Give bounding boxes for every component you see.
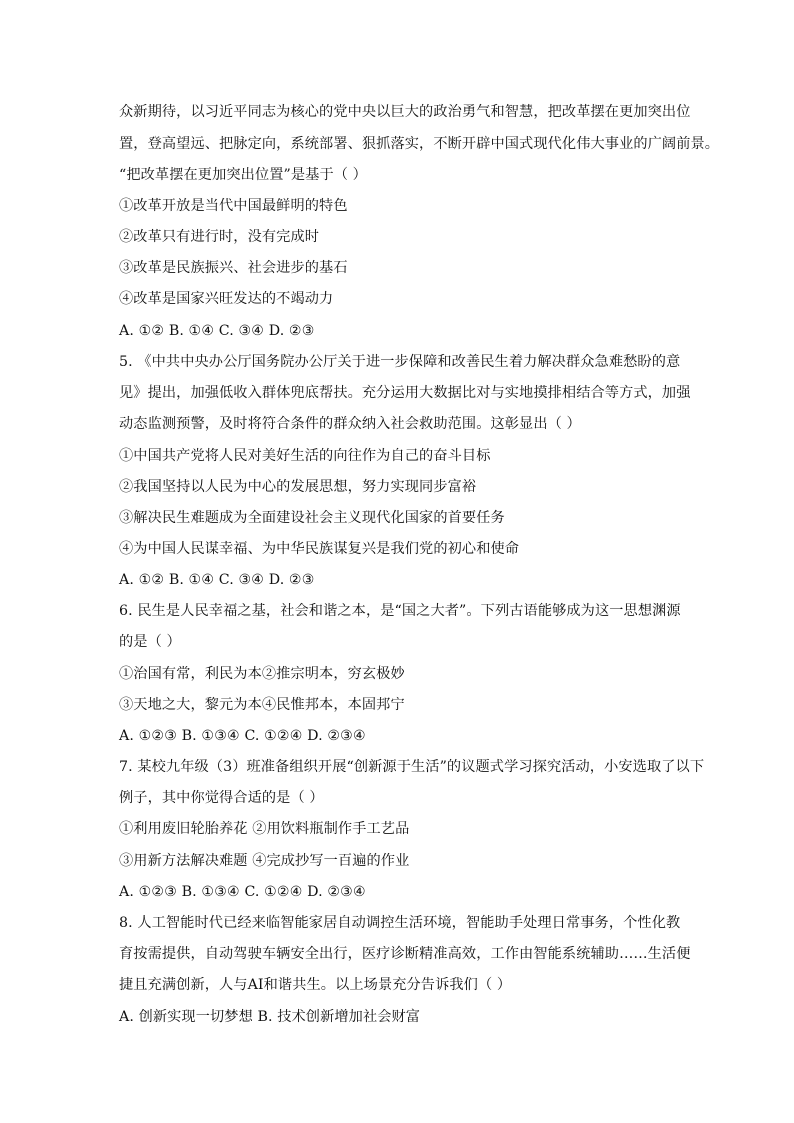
question-5-option-1: ①中国共产党将人民对美好生活的向往作为自己的奋斗目标 — [119, 448, 491, 464]
question-6-option-line-1: ①治国有常，利民为本②推宗明本，穷玄极妙 — [119, 666, 405, 682]
question-5-line-3: 动态监测预警，及时将符合条件的群众纳入社会救助范围。这彰显出（ ） — [119, 416, 581, 432]
intro-line-2: 置，登高望远、把脉定向，系统部署、狠抓落实，不断开辟中国式现代化伟大事业的广阔前景。 — [119, 136, 720, 152]
question-5-option-3: ③解决民生难题成为全面建设社会主义现代化国家的首要任务 — [119, 510, 505, 526]
question-6-answer-choices: A. ①②③ B. ①③④ C. ①②④ D. ②③④ — [119, 728, 366, 744]
question-5-line-2: 见》提出，加强低收入群体兜底帮扶。充分运用大数据比对与实地摸排相结合等方式，加强 — [119, 385, 691, 401]
intro-line-1: 众新期待，以习近平同志为核心的党中央以巨大的政治勇气和智慧，把改革摆在更加突出位 — [119, 104, 691, 120]
answer-choices: A. ①② B. ①④ C. ③④ D. ②③ — [119, 323, 315, 339]
question-6-option-line-2: ③天地之大，黎元为本④民惟邦本，本固邦宁 — [119, 697, 405, 713]
question-7-option-line-1: ①利用废旧轮胎养花 ②用饮料瓶制作手工艺品 — [119, 821, 410, 837]
question-stem: “把改革摆在更加突出位置”是基于（ ） — [119, 167, 367, 183]
question-8-line-3: 捷且充满创新，人与AI和谐共生。以上场景充分告诉我们（ ） — [119, 977, 512, 993]
question-5-option-2: ②我国坚持以人民为中心的发展思想，努力实现同步富裕 — [119, 479, 477, 495]
question-7-answer-choices: A. ①②③ B. ①③④ C. ①②④ D. ②③④ — [119, 884, 366, 900]
question-5-option-4: ④为中国人民谋幸福、为中华民族谋复兴是我们党的初心和使命 — [119, 541, 520, 557]
question-8-line-1: 8. 人工智能时代已经来临智能家居自动调控生活环境，智能助手处理日常事务，个性化教 — [119, 915, 681, 931]
question-6-line-1: 6. 民生是人民幸福之基，社会和谐之本，是“国之大者”。下列古语能够成为这一思想渊源 — [119, 603, 681, 619]
question-6-line-2: 的是（ ） — [119, 634, 181, 650]
question-5-line-1: 5. 《中共中央办公厅国务院办公厅关于进一步保障和改善民生着力解决群众急难愁盼的意 — [119, 354, 681, 370]
question-8-line-2: 育按需提供，自动驾驶车辆安全出行，医疗诊断精准高效，工作由智能系统辅助……生活便 — [119, 946, 691, 962]
option-1: ①改革开放是当代中国最鲜明的特色 — [119, 198, 348, 214]
option-4: ④改革是国家兴旺发达的不竭动力 — [119, 291, 334, 307]
option-2: ②改革只有进行时，没有完成时 — [119, 229, 320, 245]
question-5-answer-choices: A. ①② B. ①④ C. ③④ D. ②③ — [119, 572, 315, 588]
question-7-line-2: 例子，其中你觉得合适的是（ ） — [119, 790, 324, 806]
question-7-option-line-2: ③用新方法解决难题 ④完成抄写一百遍的作业 — [119, 853, 410, 869]
question-7-line-1: 7. 某校九年级（3）班准备组织开展“创新源于生活”的议题式学习探究活动，小安选取了以下 — [119, 759, 705, 775]
question-8-answer-choices-partial: A. 创新实现一切梦想 B. 技术创新增加社会财富 — [119, 1009, 421, 1025]
option-3: ③改革是民族振兴、社会进步的基石 — [119, 260, 348, 276]
